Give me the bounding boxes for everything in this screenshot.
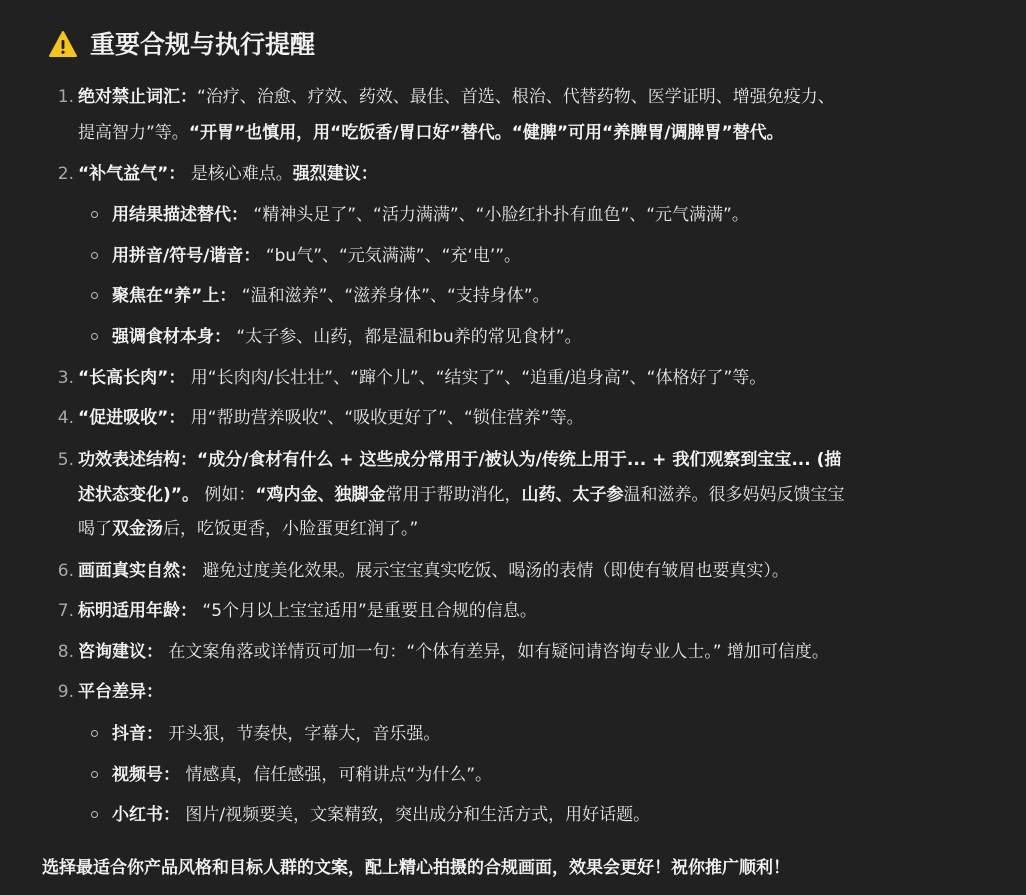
page-title: 重要合规与执行提醒 [90,29,316,59]
sub-item-text: 图片/视频要美，文案精致，突出成分和生活方式，用好话题。 [180,805,651,825]
sub-list-item [112,800,650,830]
list-item [78,82,835,112]
list-item [78,556,789,586]
bullet [91,292,98,299]
list-item [78,403,584,433]
item-text-bold: 双金汤 [112,519,163,539]
item-label: 标明适用年龄： [78,601,197,621]
sub-item-text: “太子参、山药，都是温和bu养的常见食材”。 [231,327,582,347]
sub-item-label: 聚焦在“养”上： [112,286,237,306]
sub-list-item [112,322,582,352]
item-label: 平台差异： [78,682,163,702]
sub-item-text: “bu气”、“元気满满”、“充‘电’”。 [260,246,522,266]
list-number: 3. [57,368,74,388]
list-number: 5. [57,450,74,470]
list-item-continuation [78,480,845,510]
item-label: 画面真实自然： [78,561,197,581]
sub-item-text: 开头狠，节奏快，字幕大，音乐强。 [163,724,441,744]
item-label: 功效表述结构： [78,450,197,470]
sub-item-label: 抖音： [112,724,163,744]
item-text: “治疗、治愈、疗效、药效、最佳、首选、根治、代替药物、医学证明、增强免疫力、 [197,87,835,107]
list-number: 7. [57,601,74,621]
item-text: 避免过度美化效果。展示宝宝真实吃饭、喝汤的表情（即使有皱眉也要真实）。 [197,561,789,581]
list-number: 8. [57,642,74,662]
item-text: 后，吃饭更香，小脸蛋更红润了。” [163,519,419,539]
sub-item-label: 视频号： [112,765,180,785]
list-number: 1. [57,87,74,107]
item-text: 是核心难点。 [185,164,293,184]
list-item [78,363,766,393]
list-number: 6. [57,561,74,581]
bullet [91,771,98,778]
list-item [78,677,163,707]
item-text-bold: “鸡内金、独脚金 [255,485,386,505]
sub-list-item [112,281,550,311]
warning-icon [48,29,78,59]
item-text: 常用于帮助消化， [385,485,522,505]
list-item [78,637,829,667]
list-number: 4. [57,408,74,428]
item-text-bold: “成分/食材有什么 + 这些成分常用于/被认为/传统上用于... + 我们观察到宝宝... (描 [197,450,842,470]
sub-item-label: 用拼音/符号/谐音： [112,246,261,266]
sub-item-text: 情感真，信任感强，可稍讲点“为什么”。 [180,765,493,785]
sub-item-text: “精神头足了”、“活力满满”、“小脸红扑扑有血色”、“元气满满”。 [248,205,749,225]
sub-list-item [112,200,749,230]
sub-item-label: 小红书： [112,805,180,825]
sub-item-label: 强调食材本身： [112,327,231,347]
bullet [91,730,98,737]
list-item [78,596,537,626]
item-text-bold: 述状态变化)”。 [78,485,199,505]
item-label: “长高长肉”： [78,368,186,388]
sub-list-item [112,241,521,271]
item-label: “补气益气”： [78,164,186,184]
sub-item-text: “温和滋养”、“滋养身体”、“支持身体”。 [236,286,550,306]
item-text: 喝了 [78,519,112,539]
sub-item-label: 用结果描述替代： [112,205,248,225]
item-text: 用“帮助营养吸收”、“吸收更好了”、“锁住营养”等。 [185,408,584,428]
sub-list-item [112,760,492,790]
bullet [91,333,98,340]
item-text: “5个月以上宝宝适用”是重要且合规的信息。 [197,601,537,621]
item-text-bold: “开胃”也慎用，用“吃饭香/胃口好”替代。“健脾”可用“养脾胃/调脾胃”替代。 [188,123,784,143]
sub-list-item [112,719,440,749]
item-label: 咨询建议： [78,642,163,662]
bullet [91,252,98,259]
item-text: 例如： [198,485,256,505]
item-label: “促进吸收”： [78,408,186,428]
list-item [78,159,378,189]
item-label: 绝对禁止词汇： [78,87,197,107]
bullet [91,211,98,218]
item-text: 用“长肉肉/长壮壮”、“蹿个儿”、“结实了”、“追重/追身高”、“体格好了”等。 [185,368,767,388]
item-text-bold: 山药、太子参 [521,485,624,505]
list-item [78,445,841,475]
item-text: 温和滋养。很多妈妈反馈宝宝 [623,485,845,505]
closing-note: 选择最适合你产品风格和目标人群的文案，配上精心拍摄的合规画面，效果会更好！祝你推广顺利！ [42,858,790,878]
section-heading [48,24,315,64]
list-item-continuation [78,514,418,544]
item-text-bold: 强烈建议： [292,164,378,184]
bullet [91,811,98,818]
list-number: 2. [57,164,74,184]
list-number: 9. [57,682,74,702]
item-text: 在文案角落或详情页可加一句：“个体有差异，如有疑问请咨询专业人士。” 增加可信度。 [163,642,829,662]
item-text: 提高智力”等。 [78,123,189,143]
list-item-continuation [78,118,784,148]
